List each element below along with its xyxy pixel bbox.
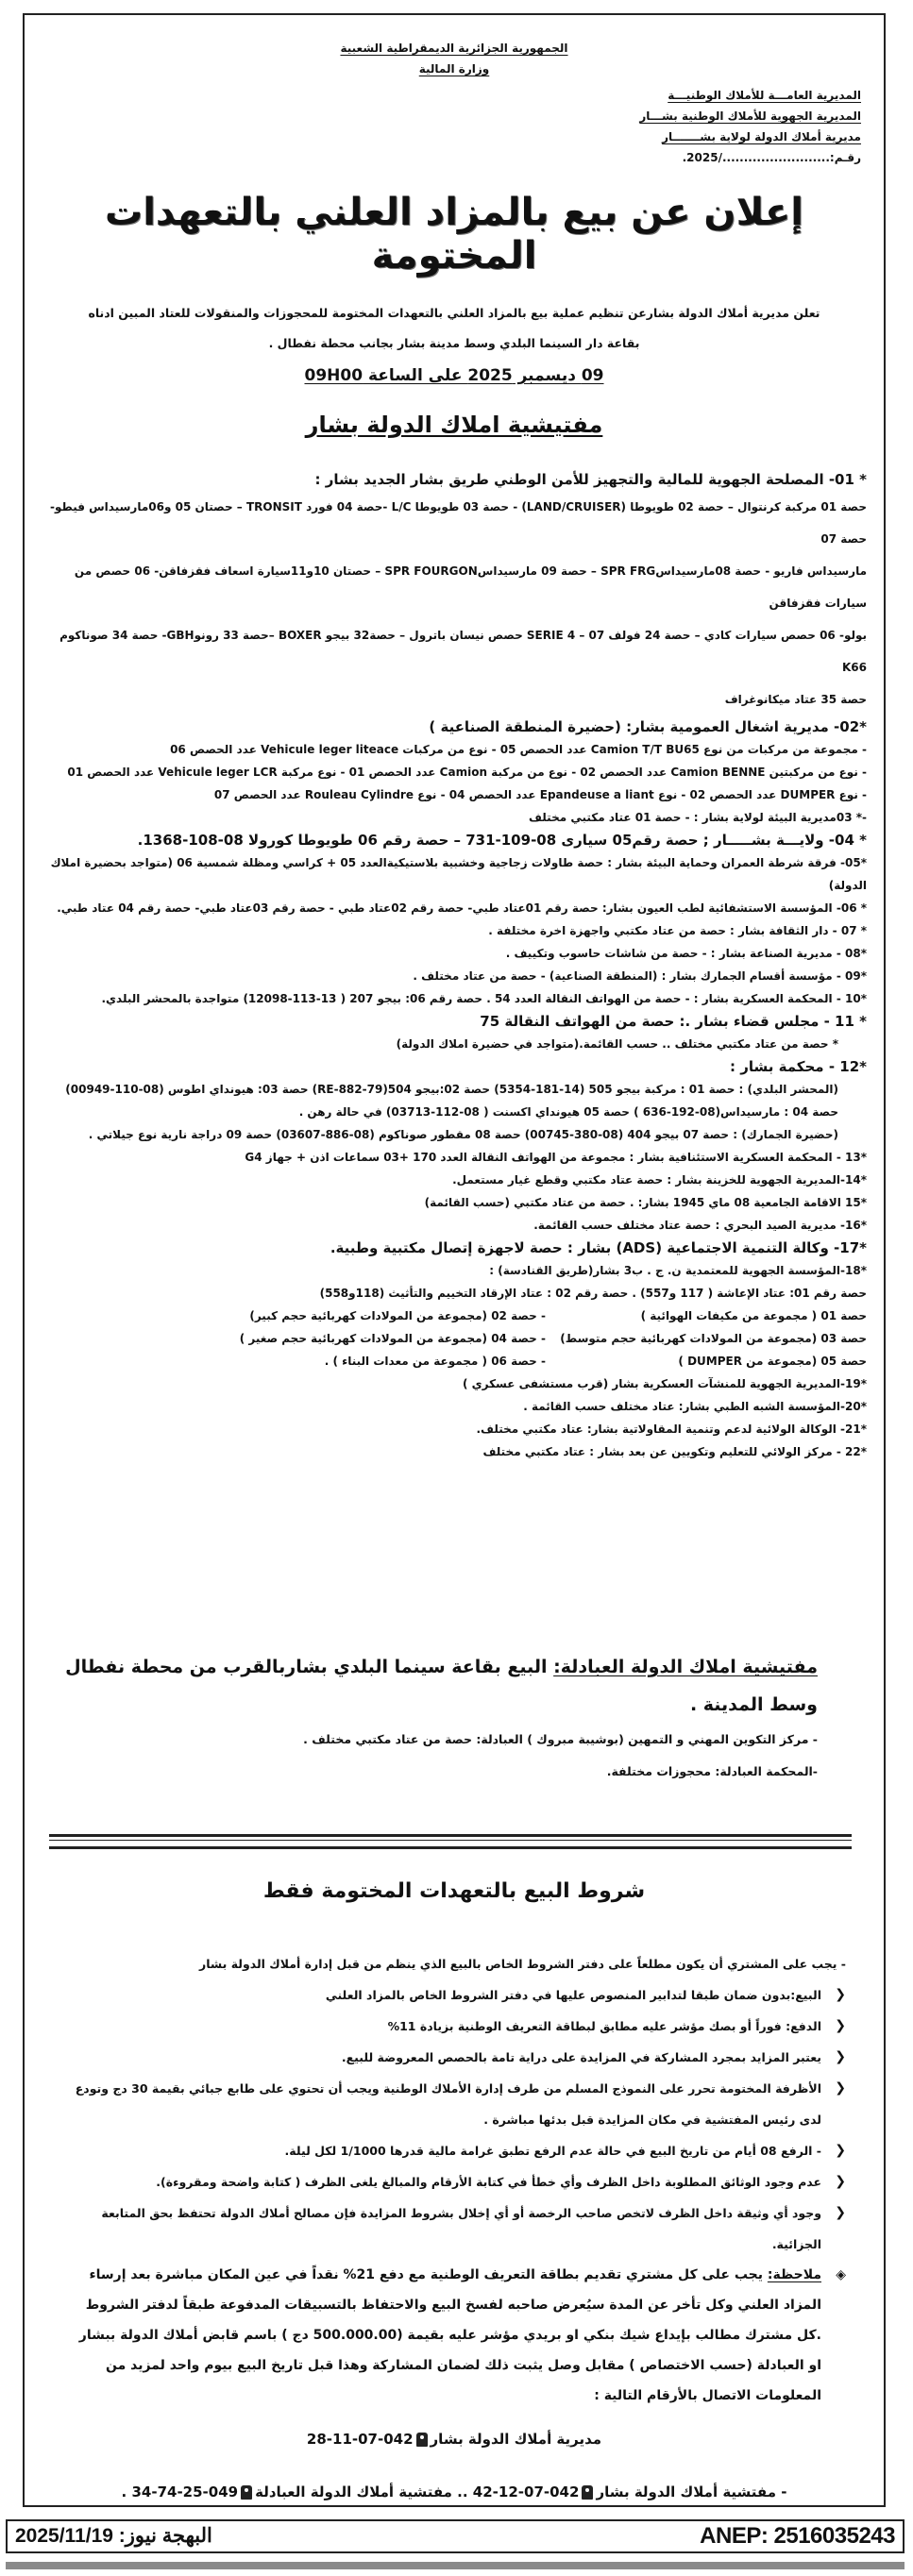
lot-cell: - حصة 04 (مجموعة من المولادات كهربائية حجم صغير ) xyxy=(239,1332,546,1345)
list-item xyxy=(42,806,867,829)
item-heading: *21- الوكالة الولائية لدعم وتنمية المقاولاتية بشار: عتاد مكتبي مختلف. xyxy=(476,1423,867,1436)
chevron-bullet-icon: ❮ xyxy=(835,2049,846,2064)
ministry-name: وزارة المالية xyxy=(418,62,490,76)
intro xyxy=(43,298,865,359)
item-line: * حصة من عتاد مكتبي مختلف .. حسب القائمة.(متواجد في حضيرة املاك الدولة) xyxy=(396,1037,838,1051)
auction-date: 09 ديسمبر 2025 على الساعة 09H00 xyxy=(304,366,604,385)
inspection2-title: مفتيشية املاك الدولة العبادلة: xyxy=(553,1657,818,1677)
item-heading: * 11 - مجلس قضاء بشار .: حصة من الهواتف النقالة 75 xyxy=(480,1013,867,1030)
list-item xyxy=(42,1055,867,1146)
contact-label: .. مفتشية أملاك الدولة العبادلة xyxy=(255,2483,468,2500)
items-list xyxy=(42,468,867,1463)
condition-text: الأظرفة المختومة تحرر على النموذج المسلم من طرف إدارة الأملاك الوطنية ويجب أن تحتوي على طابع جبائي بقيمة 30 دج وتودع لدى رئيس المفتشية في مكان المزايدة قبل بدئها مباشرة . xyxy=(75,2081,821,2127)
condition-text: الدفع: فوراً أو بصك مؤشر عليه مطابق لبطاقة التعريف الوطنية بزيادة 11% xyxy=(387,2019,821,2033)
item-heading: * 06- المؤسسة الاستشفائية لطب العيون بشار: حصة رقم 01عتاد طبي- حصة رقم 02عتاد طبي - حصة رقم 03عتاد طبي- حصة رقم 04 عتاد طبي. xyxy=(57,901,867,915)
list-item xyxy=(42,851,867,897)
lot-cell: - حصة 06 ( مجموعة من معدات البناء ) . xyxy=(324,1355,546,1368)
item-line: - مجموعة من مركبات من نوع Camion T/T BU65 عدد الحصص 05 - نوع من مركبات Vehicule leger liteace عدد الحصص 06 xyxy=(170,743,867,756)
list-item xyxy=(42,1191,867,1214)
phone-icon xyxy=(241,2485,252,2500)
item-line: حصة 35 عتاد ميكانوغراف xyxy=(724,693,867,706)
item-heading: *14-المديرية الجهوية للخزينة بشار : حصة عتاد مكتبي وقطع غيار مستعمل. xyxy=(452,1173,867,1187)
conditions-intro: - يجب على المشتري أن يكون مطلعاً على دفتر الشروط الخاص بالبيع الذي ينظم من قبل إدارة أملاك الدولة بشار xyxy=(199,1957,846,1971)
phone-icon xyxy=(416,2433,428,2447)
list-item xyxy=(42,1237,867,1259)
chevron-bullet-icon: ❮ xyxy=(835,2143,846,2158)
list-item xyxy=(42,1440,867,1463)
contact-end: . xyxy=(121,2483,127,2500)
item-heading: *10 - المحكمة العسكرية بشار : - حصة من الهواتف النقالة العدد 54 . حصة رقم 06: بيجو 207 ( 13-113-12098) متواجدة بالمحشر البلدي. xyxy=(101,992,867,1005)
item-line: (حضيرة الجمارك) : حصة 07 بيجو 404 (08-380-00745) حصة 08 مقطور صوناكوم (08-886-03607) حصة 09 دراجة نارية نوع جيلاتي . xyxy=(88,1128,838,1141)
dg-name: المديرية العامـــة للأملاك الوطنيـــة xyxy=(668,89,861,102)
item-heading: -* 03مديرية البيئة لولاية بشار : - حصة 01 عتاد مكتبي مختلف xyxy=(528,811,867,824)
list-item xyxy=(42,1146,867,1169)
item-line: حصة 04 : مارسيداس(08-192-636 ) حصة 05 هيونداي اكسنت ( 08-112-03713) في حالة رهن . xyxy=(298,1105,838,1119)
contact-phone: 049-25-74-34 xyxy=(131,2483,239,2500)
separator xyxy=(49,1834,852,1849)
item-heading: *13 - المحكمة العسكرية الاستئنافية بشار : مجموعة من الهواتف النقالة العدد 170 +03 سماعات اذن + جهاز G4 xyxy=(245,1151,867,1164)
item-heading: * 04- ولايـــة بشـــــار ; حصة رقم05 سيارى 08-109-731 – حصة رقم 06 طويوطا كورولا 08-108-1368. xyxy=(137,832,867,849)
intro-line: بقاعة دار السينما البلدي وسط مدينة بشار بجانب محطة نفطال . xyxy=(268,336,640,350)
note xyxy=(62,2260,846,2411)
list-item xyxy=(42,829,867,851)
bottom-bar xyxy=(6,2562,905,2569)
list-item xyxy=(42,919,867,942)
list-item xyxy=(42,1372,867,1395)
lot-row xyxy=(42,1350,867,1372)
anep-number: ANEP: 2516035243 xyxy=(700,2523,895,2549)
republic-name: الجمهورية الجزائرية الديمقراطية الشعبية xyxy=(340,42,568,55)
lot-cell: حصة 03 (مجموعة من المولادات كهربائية حجم متوسط) xyxy=(560,1332,867,1345)
inspection2 xyxy=(42,1648,818,1788)
inspection2-location: البيع بقاعة سينما البلدي بشاربالقرب من محطة نفطال وسط المدينة . xyxy=(65,1657,818,1715)
item-heading: *12 - محكمة بشار : xyxy=(730,1058,867,1075)
note-text: يجب على كل مشتري تقديم بطاقة التعريف الوطنية مع دفع 21% نقداً في عين المكان مباشرة بعد إرساء المزاد العلني وكل تأخر عن المدة سيُعرض صاحبه لفسخ البيع والاحتفاظ بالتسبيقات المدفوعة طبقاً لدفتر الشروط .كل مشترك مطالب بإيداع شيك بنكي او بريدي مؤشر عليه بقيمة (500.000.00 دج ) باسم قابض أملاك الدولة ببشار او العبادلة (حسب الاختصاص ) مقابل وصل يثبت ذلك لضمان المشاركة وهذا قبل تاريخ البيع بيوم واحد لمزيد من المعلومات الاتصال بالأرقام التالية : xyxy=(78,2267,821,2403)
item-line: - نوع من مركبتين Camion BENNE عدد الحصص 02 - نوع من مركبة Camion عدد الحصص 01 - نوع مركبة Vehicule leger LCR عدد الحصص 01 xyxy=(67,766,867,779)
contact-phone: 042-07-11-28 xyxy=(306,2431,414,2448)
chevron-bullet-icon: ❮ xyxy=(835,1987,846,2002)
condition-text: وجود أي وثيقة داخل الظرف لاتخص صاحب الرخصة أو أي إخلال بشروط المزايدة فإن مصالح أملاك الدولة تحتفظ بحق المتابعة الجزائية. xyxy=(101,2206,821,2251)
item-heading: *09 - مؤسسة أقسام الجمارك بشار : (المنطقة الصناعية) - حصة من عتاد مختلف . xyxy=(413,969,867,983)
list-item xyxy=(42,468,867,716)
contact-line xyxy=(25,2413,884,2466)
item-line: حصة 01 مركبة كرنتوال – حصة 02 طويوطا (LAND/CRUISER) - حصة 03 طويوطا L/C -حصة 04 فورد TRONSIT – حصتان 05 و06مارسيداس فيطو- حصة 07 xyxy=(50,500,867,546)
announcement-frame xyxy=(23,13,886,2507)
header-directorates xyxy=(639,85,861,168)
condition-text: يعتبر المزايد بمجرد المشاركة في المزايدة على دراية تامة بالحصص المعروضة للبيع. xyxy=(341,2050,821,2064)
list-item xyxy=(42,1259,867,1372)
contact-phone: 042-07-12-42 xyxy=(472,2483,580,2500)
chevron-bullet-icon: ❮ xyxy=(835,2205,846,2220)
item-heading: *17- وكالة التنمية الاجتماعية (ADS) بشار : حصة لاجهزة إتصال مكتبية وطبية. xyxy=(330,1239,867,1256)
inspection2-line: -المحكمة العبادلة: محجوزات مختلفة. xyxy=(606,1764,818,1778)
condition-item xyxy=(62,1979,846,2011)
state-dir-name: مديرية أملاك الدولة لولاية بشـــــــار xyxy=(662,130,861,143)
list-item xyxy=(42,897,867,919)
item-line: - نوع DUMPER عدد الحصص 02 - نوع Epandeuse a liant عدد الحصص 04 - نوع Rouleau Cylindre عدد الحصص 07 xyxy=(213,788,867,801)
condition-item xyxy=(62,2135,846,2166)
condition-item xyxy=(62,2011,846,2042)
conditions-title: شروط البيع بالتعهدات المختومة فقط xyxy=(262,1879,646,1903)
list-item xyxy=(42,1395,867,1418)
condition-item xyxy=(62,2073,846,2135)
note-label: ملاحظة: xyxy=(767,2267,821,2282)
item-heading: *19-المديرية الجهوية للمنشآت العسكرية بشار (قرب مستشفى عسكري ) xyxy=(462,1377,867,1390)
item-line: (المحشر البلدي) : حصة 01 : مركبة بيجو 505 (14-181-5354) حصة 02:بيجو 504(79-RE-882) حصة 03: هيونداي اطوس (08-110-00949) xyxy=(65,1083,838,1096)
item-heading: *16- مديرية الصيد البحري : حصة عتاد مختلف حسب القائمة. xyxy=(533,1219,867,1232)
lot-row xyxy=(42,1327,867,1350)
lot-cell: - حصة 02 (مجموعة من المولادات كهربائية حجم كبير) xyxy=(249,1309,546,1322)
publication-info: البهجة نيوز: 2025/11/19 xyxy=(15,2525,212,2547)
contacts xyxy=(25,2413,884,2518)
diamond-bullet-icon: ◈ xyxy=(836,2267,846,2282)
list-item xyxy=(42,716,867,806)
item-heading: *22 - مركز الولائي للتعليم وتكويين عن بعد بشار : عتاد مكتبي مختلف xyxy=(482,1445,867,1458)
contact-label: مديرية أملاك الدولة بشار xyxy=(430,2431,602,2448)
phone-icon xyxy=(582,2485,593,2500)
condition-text: - الرفع 08 أيام من تاريخ البيع في حالة عدم الرفع تطبق غرامة مالية قدرها 1/1000 لكل ليلة. xyxy=(284,2144,821,2158)
item-line: بولو- 06 حصص سيارات كادي – حصة 24 فولف SERIE 4 – 07 حصص نيسان باترول – حصة32 بيجو BOXER –حصة 33 رونوGBH- حصة 34 صوناكوم K66 xyxy=(59,629,867,674)
list-item xyxy=(42,987,867,1010)
item-heading: * 07 - دار الثقافة بشار : حصة من عتاد مكتبي واجهزة اخرة مختلفة . xyxy=(488,924,867,937)
inspection-heading: مفتيشية املاك الدولة بشار xyxy=(305,412,603,438)
footer xyxy=(6,2519,905,2553)
chevron-bullet-icon: ❮ xyxy=(835,2174,846,2189)
contact-line xyxy=(25,2466,884,2518)
inspection2-line: - مركز التكوين المهني و التمهين (بوشيبة مبروك ) العبادلة: حصة من عتاد مكتبي مختلف . xyxy=(303,1732,818,1746)
condition-item xyxy=(62,2166,846,2197)
item-line: مارسيداس فاريو - حصة 08مارسيداسSPR FRG – حصة 09 مارسيداسSPR FOURGON – حصتان 10و11سيارة اسعاف فقزفاقن- 06 حصص من سيارات فقزفاقن xyxy=(74,564,867,610)
list-item xyxy=(42,1418,867,1440)
item-line: حصة رقم 01: عتاد الإعاشة ( 117 و557) . حصة رقم 02 : عتاد الإرقاد التخييم والتأثيث (118و558) xyxy=(319,1287,867,1300)
item-heading: *18-المؤسسة الجهوية للمعتمدية ن. ج . ب3 بشار(طريق القنادسة) : xyxy=(489,1264,867,1277)
lot-row xyxy=(42,1305,867,1327)
lot-cell: حصة 01 ( مجموعة من مكيفات الهوائية ) xyxy=(640,1309,867,1322)
list-item xyxy=(42,1010,867,1055)
conditions-list xyxy=(62,1948,846,2411)
list-item xyxy=(42,1214,867,1237)
chevron-bullet-icon: ❮ xyxy=(835,2018,846,2033)
item-heading: *05- فرقة شرطة العمران وحماية البيئة بشار : حصة طاولات زجاجية وخشبية بلاستيكيةالعدد 05 + كراسي ومظلة شمسية 06 (متواجد بحضيرة املاك الدولة) xyxy=(50,856,867,892)
item-heading: *02- مديرية اشغال العمومية بشار: (حضيرة المنطقة الصناعية ) xyxy=(429,718,867,735)
list-item xyxy=(42,1169,867,1191)
condition-item xyxy=(62,2042,846,2073)
item-heading: * 01- المصلحة الجهوية للمالية والتجهيز للأمن الوطني طريق بشار الجديد بشار : xyxy=(314,471,867,488)
condition-text: البيع:بدون ضمان طبقا لتدابير المنصوص عليها في دفتر الشروط الخاص بالمزاد العلني xyxy=(325,1988,821,2002)
page-title: إعلان عن بيع بالمزاد العلني بالتعهدات المختومة xyxy=(105,191,803,278)
reference-number: رقـم:........................./2025. xyxy=(682,151,861,164)
condition-text: عدم وجود الوثائق المطلوبة داخل الظرف وأي خطأ في كتابة الأرقام والمبالغ يلغى الظرف ( كتابة واضحة ومقروءة). xyxy=(156,2175,821,2189)
condition-item xyxy=(62,2197,846,2260)
contact-label: - مفتشية أملاك الدولة بشار xyxy=(596,2483,787,2500)
list-item xyxy=(42,965,867,987)
regional-name: المديرية الجهوية للأملاك الوطنية بشـــار xyxy=(639,109,861,123)
lot-cell: حصة 05 (مجموعة من DUMPER ) xyxy=(678,1355,867,1368)
intro-line: تعلن مديرية أملاك الدولة بشارعن تنظيم عملية بيع بالمزاد العلني بالتعهدات المختومة للمحجوزات والمنقولات للعتاد المبين ادناه xyxy=(88,306,820,320)
list-item xyxy=(42,942,867,965)
item-heading: *20-المؤسسة الشبه الطبي بشار: عتاد مختلف حسب القائمة . xyxy=(523,1400,867,1413)
item-heading: *15 الاقامة الجامعية 08 ماي 1945 بشار: . حصة من عتاد مكتبي (حسب القائمة) xyxy=(424,1196,867,1209)
inspection2-heading xyxy=(42,1648,818,1724)
chevron-bullet-icon: ❮ xyxy=(835,2080,846,2096)
header-top xyxy=(25,38,884,79)
item-heading: *08 - مديرية الصناعة بشار : - حصة من شاشات حاسوب وتكييف . xyxy=(505,947,867,960)
